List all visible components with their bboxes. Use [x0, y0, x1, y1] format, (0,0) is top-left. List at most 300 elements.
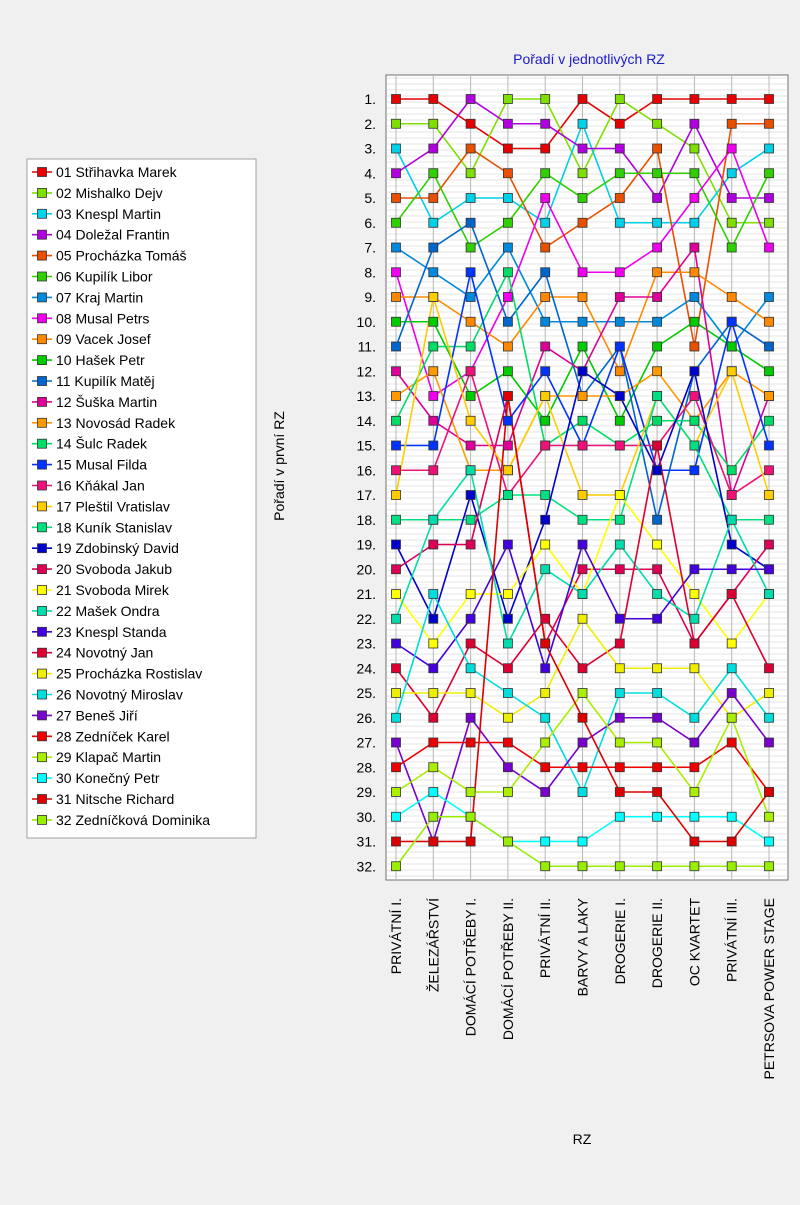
- y-tick-label: 8.: [364, 264, 376, 281]
- series-point: [466, 293, 475, 302]
- series-point: [503, 614, 512, 623]
- series-point: [653, 788, 662, 797]
- series-point: [392, 812, 401, 821]
- series-point: [765, 466, 774, 475]
- legend-entry: 25 Procházka Rostislav: [56, 665, 203, 682]
- series-point: [653, 515, 662, 524]
- series-point: [765, 738, 774, 747]
- series-point: [727, 194, 736, 203]
- series-point: [429, 342, 438, 351]
- series-point: [615, 392, 624, 401]
- series-point: [727, 664, 736, 673]
- series-point: [690, 367, 699, 376]
- series-point: [429, 540, 438, 549]
- series-point: [392, 95, 401, 104]
- legend-swatch: [38, 314, 47, 323]
- legend-entry: 14 Šulc Radek: [56, 435, 148, 452]
- y-tick-label: 27.: [356, 734, 376, 751]
- series-point: [653, 144, 662, 153]
- series-point: [615, 169, 624, 178]
- legend-swatch: [38, 732, 47, 741]
- series-point: [765, 194, 774, 203]
- legend-swatch: [38, 753, 47, 762]
- series-point: [541, 317, 550, 326]
- series-point: [503, 763, 512, 772]
- series-point: [653, 540, 662, 549]
- series-point: [392, 738, 401, 747]
- series-point: [727, 491, 736, 500]
- series-point: [615, 515, 624, 524]
- y-tick-label: 11.: [357, 338, 376, 355]
- series-point: [765, 812, 774, 821]
- series-point: [578, 590, 587, 599]
- series-point: [392, 144, 401, 153]
- series-point: [541, 144, 550, 153]
- series-point: [392, 540, 401, 549]
- legend-swatch: [38, 502, 47, 511]
- legend-entry: 32 Zedníčková Dominika: [56, 811, 211, 828]
- series-point: [466, 837, 475, 846]
- series-point: [503, 540, 512, 549]
- series-point: [429, 763, 438, 772]
- series-point: [727, 218, 736, 227]
- series-point: [653, 590, 662, 599]
- series-point: [690, 392, 699, 401]
- legend-swatch: [38, 523, 47, 532]
- series-point: [690, 788, 699, 797]
- series-point: [727, 293, 736, 302]
- series-point: [765, 713, 774, 722]
- series-point: [615, 491, 624, 500]
- series-point: [690, 466, 699, 475]
- series-point: [466, 713, 475, 722]
- series-point: [578, 788, 587, 797]
- series-point: [690, 144, 699, 153]
- series-point: [727, 243, 736, 252]
- y-tick-label: 21.: [356, 586, 376, 602]
- series-point: [541, 763, 550, 772]
- series-point: [578, 392, 587, 401]
- series-point: [690, 218, 699, 227]
- series-point: [429, 243, 438, 252]
- series-point: [429, 639, 438, 648]
- series-point: [727, 342, 736, 351]
- series-point: [466, 144, 475, 153]
- legend-entry: 24 Novotný Jan: [56, 644, 154, 661]
- x-tick-label: PETRSOVA POWER STAGE: [761, 898, 777, 1080]
- series-point: [615, 738, 624, 747]
- series-point: [503, 119, 512, 128]
- series-point: [615, 639, 624, 648]
- legend-entry: 28 Zedníček Karel: [56, 728, 170, 745]
- series-point: [727, 713, 736, 722]
- series-point: [578, 317, 587, 326]
- series-point: [466, 342, 475, 351]
- series-point: [429, 466, 438, 475]
- series-point: [765, 317, 774, 326]
- series-point: [466, 540, 475, 549]
- series-point: [503, 788, 512, 797]
- y-tick-label: 22.: [356, 610, 376, 627]
- series-point: [392, 788, 401, 797]
- series-point: [392, 293, 401, 302]
- legend-entry: 04 Doležal Frantin: [56, 226, 170, 243]
- legend-entry: 23 Knespl Standa: [56, 623, 167, 640]
- series-point: [615, 540, 624, 549]
- series-point: [653, 713, 662, 722]
- y-tick-label: 29.: [356, 784, 376, 800]
- series-point: [690, 862, 699, 871]
- series-point: [503, 169, 512, 178]
- x-tick-label: PRIVÁTNÍ III.: [723, 898, 740, 983]
- series-point: [541, 293, 550, 302]
- series-point: [392, 392, 401, 401]
- x-tick-label: OC KVARTET: [686, 898, 703, 987]
- series-point: [653, 293, 662, 302]
- series-point: [503, 837, 512, 846]
- series-point: [392, 713, 401, 722]
- series-point: [727, 738, 736, 747]
- series-point: [690, 837, 699, 846]
- series-point: [503, 218, 512, 227]
- y-tick-label: 15.: [356, 437, 376, 454]
- series-point: [541, 416, 550, 425]
- legend-entry: 10 Hašek Petr: [56, 352, 145, 369]
- series-point: [690, 565, 699, 574]
- series-point: [653, 119, 662, 128]
- series-point: [653, 614, 662, 623]
- legend-entry: 18 Kuník Stanislav: [56, 519, 172, 536]
- series-point: [392, 837, 401, 846]
- series-point: [578, 293, 587, 302]
- series-point: [466, 738, 475, 747]
- series-point: [541, 169, 550, 178]
- series-point: [541, 689, 550, 698]
- series-point: [503, 243, 512, 252]
- x-tick-label: DOMÁCÍ POTŘEBY I.: [462, 898, 479, 1037]
- series-point: [765, 788, 774, 797]
- series-point: [578, 342, 587, 351]
- series-point: [727, 689, 736, 698]
- series-point: [765, 416, 774, 425]
- series-point: [392, 590, 401, 599]
- series-point: [466, 590, 475, 599]
- y-tick-label: 10.: [356, 313, 376, 330]
- legend-swatch: [38, 188, 47, 197]
- legend-swatch: [38, 335, 47, 344]
- series-point: [429, 293, 438, 302]
- series-point: [541, 713, 550, 722]
- y-tick-label: 6.: [364, 214, 376, 231]
- series-point: [392, 416, 401, 425]
- series-point: [541, 367, 550, 376]
- series-point: [653, 416, 662, 425]
- y-tick-label: 31.: [356, 833, 376, 850]
- series-point: [466, 515, 475, 524]
- legend-swatch: [38, 669, 47, 678]
- legend-entry: 02 Mishalko Dejv: [56, 184, 163, 201]
- series-point: [615, 293, 624, 302]
- series-point: [503, 317, 512, 326]
- series-point: [690, 293, 699, 302]
- series-point: [466, 664, 475, 673]
- series-point: [578, 491, 587, 500]
- series-point: [429, 515, 438, 524]
- series-point: [765, 862, 774, 871]
- series-point: [541, 218, 550, 227]
- series-point: [392, 317, 401, 326]
- series-point: [503, 268, 512, 277]
- series-point: [653, 243, 662, 252]
- series-point: [466, 218, 475, 227]
- series-point: [392, 491, 401, 500]
- series-point: [541, 565, 550, 574]
- series-point: [541, 392, 550, 401]
- legend-swatch: [38, 586, 47, 595]
- y-tick-label: 7.: [364, 239, 376, 256]
- series-point: [392, 342, 401, 351]
- series-point: [392, 194, 401, 203]
- legend-swatch: [38, 460, 47, 469]
- series-point: [578, 738, 587, 747]
- series-point: [503, 441, 512, 450]
- series-point: [765, 243, 774, 252]
- series-point: [541, 342, 550, 351]
- x-tick-label: PRIVÁTNÍ I.: [388, 898, 404, 975]
- series-point: [541, 788, 550, 797]
- y-tick-label: 18.: [356, 511, 376, 528]
- legend-entry: 26 Novotný Miroslav: [56, 686, 183, 703]
- series-point: [541, 95, 550, 104]
- series-point: [578, 95, 587, 104]
- legend-entry: 27 Beneš Jiří: [56, 707, 138, 724]
- y-tick-label: 5.: [364, 190, 376, 206]
- series-point: [615, 95, 624, 104]
- series-point: [541, 243, 550, 252]
- series-point: [765, 342, 774, 351]
- chart-title: Pořadí v jednotlivých RZ: [513, 51, 665, 67]
- series-point: [392, 243, 401, 252]
- series-point: [653, 664, 662, 673]
- series-point: [429, 169, 438, 178]
- series-point: [541, 515, 550, 524]
- legend-swatch: [38, 230, 47, 239]
- y-axis-label: Pořadí v první RZ: [271, 411, 287, 521]
- series-point: [503, 342, 512, 351]
- legend-swatch: [38, 356, 47, 365]
- legend-entry: 13 Novosád Radek: [56, 414, 176, 431]
- series-point: [615, 342, 624, 351]
- y-tick-label: 2.: [364, 115, 376, 132]
- series-point: [690, 664, 699, 673]
- y-tick-label: 4.: [364, 165, 376, 182]
- legend-entry: 21 Svoboda Mirek: [56, 582, 169, 598]
- series-point: [615, 119, 624, 128]
- y-tick-label: 28.: [356, 759, 376, 776]
- series-point: [429, 392, 438, 401]
- series-point: [466, 367, 475, 376]
- series-point: [765, 169, 774, 178]
- series-point: [392, 614, 401, 623]
- series-point: [466, 614, 475, 623]
- y-tick-label: 24.: [356, 660, 376, 677]
- legend-entry: 01 Střihavka Marek: [56, 164, 177, 180]
- series-point: [653, 367, 662, 376]
- series-point: [578, 144, 587, 153]
- series-point: [653, 441, 662, 450]
- series-point: [541, 268, 550, 277]
- series-point: [503, 491, 512, 500]
- series-point: [429, 788, 438, 797]
- y-tick-label: 26.: [356, 709, 376, 726]
- series-point: [690, 317, 699, 326]
- series-point: [503, 689, 512, 698]
- series-point: [392, 664, 401, 673]
- legend-swatch: [38, 815, 47, 824]
- series-point: [690, 342, 699, 351]
- series-point: [429, 812, 438, 821]
- series-point: [429, 268, 438, 277]
- series-point: [466, 194, 475, 203]
- legend-swatch: [38, 418, 47, 427]
- series-point: [653, 194, 662, 203]
- series-point: [690, 713, 699, 722]
- series-point: [615, 144, 624, 153]
- series-point: [503, 95, 512, 104]
- series-point: [578, 169, 587, 178]
- series-point: [578, 837, 587, 846]
- legend-swatch: [38, 377, 47, 386]
- series-point: [690, 441, 699, 450]
- legend-swatch: [38, 774, 47, 783]
- legend-entry: 15 Musal Filda: [56, 456, 148, 473]
- series-point: [578, 689, 587, 698]
- series-point: [690, 194, 699, 203]
- series-point: [765, 515, 774, 524]
- series-point: [429, 713, 438, 722]
- legend-swatch: [38, 565, 47, 574]
- series-point: [466, 689, 475, 698]
- series-point: [466, 466, 475, 475]
- series-point: [503, 293, 512, 302]
- legend-swatch: [38, 711, 47, 720]
- series-point: [541, 491, 550, 500]
- series-point: [765, 367, 774, 376]
- series-point: [392, 367, 401, 376]
- series-point: [727, 119, 736, 128]
- series-point: [727, 862, 736, 871]
- series-point: [541, 664, 550, 673]
- legend-swatch: [38, 648, 47, 657]
- series-point: [765, 119, 774, 128]
- legend-entry: 03 Knespl Martin: [56, 205, 162, 222]
- legend-entry: 07 Kraj Martin: [56, 289, 144, 306]
- series-point: [429, 738, 438, 747]
- series-point: [429, 837, 438, 846]
- series-point: [653, 317, 662, 326]
- series-point: [690, 812, 699, 821]
- series-point: [765, 144, 774, 153]
- legend-swatch: [38, 481, 47, 490]
- series-point: [503, 416, 512, 425]
- series-point: [466, 95, 475, 104]
- series-point: [466, 788, 475, 797]
- series-point: [615, 614, 624, 623]
- series-point: [578, 218, 587, 227]
- legend-swatch: [38, 272, 47, 281]
- series-point: [727, 466, 736, 475]
- x-tick-label: PRIVÁTNÍ II.: [537, 898, 554, 979]
- series-point: [466, 169, 475, 178]
- series-point: [727, 144, 736, 153]
- series-point: [541, 738, 550, 747]
- series-point: [429, 144, 438, 153]
- series-point: [690, 639, 699, 648]
- y-tick-label: 16.: [356, 462, 376, 479]
- legend-entry: 11 Kupilík Matěj: [56, 373, 155, 389]
- series-point: [615, 763, 624, 772]
- series-point: [503, 392, 512, 401]
- series-point: [765, 293, 774, 302]
- series-point: [541, 639, 550, 648]
- series-point: [503, 738, 512, 747]
- series-point: [392, 119, 401, 128]
- series-point: [392, 763, 401, 772]
- legend-entry: 06 Kupilík Libor: [56, 268, 153, 285]
- series-point: [503, 367, 512, 376]
- series-point: [503, 664, 512, 673]
- series-point: [392, 862, 401, 871]
- y-tick-label: 23.: [356, 635, 376, 652]
- series-point: [765, 689, 774, 698]
- series-point: [578, 416, 587, 425]
- series-point: [429, 218, 438, 227]
- series-point: [727, 565, 736, 574]
- series-point: [690, 268, 699, 277]
- series-point: [653, 218, 662, 227]
- series-point: [653, 95, 662, 104]
- y-tick-label: 20.: [356, 561, 376, 578]
- series-point: [578, 268, 587, 277]
- series-point: [653, 565, 662, 574]
- series-point: [653, 689, 662, 698]
- series-point: [503, 590, 512, 599]
- series-point: [503, 639, 512, 648]
- legend-swatch: [38, 251, 47, 260]
- series-point: [392, 268, 401, 277]
- legend-swatch: [38, 544, 47, 553]
- y-tick-label: 19.: [356, 536, 376, 553]
- series-point: [765, 95, 774, 104]
- series-point: [429, 689, 438, 698]
- series-point: [541, 614, 550, 623]
- series-point: [392, 689, 401, 698]
- series-point: [653, 763, 662, 772]
- x-tick-label: BARVY A LAKY: [574, 898, 591, 997]
- series-point: [466, 491, 475, 500]
- legend-entry: 19 Zdobinský David: [56, 540, 179, 557]
- series-point: [615, 367, 624, 376]
- series-point: [541, 441, 550, 450]
- series-point: [578, 565, 587, 574]
- series-point: [466, 317, 475, 326]
- y-tick-label: 30.: [356, 808, 376, 825]
- series-point: [653, 466, 662, 475]
- series-point: [503, 194, 512, 203]
- series-point: [541, 540, 550, 549]
- legend-entry: 05 Procházka Tomáš: [56, 247, 187, 264]
- x-axis-label: RZ: [572, 1131, 592, 1147]
